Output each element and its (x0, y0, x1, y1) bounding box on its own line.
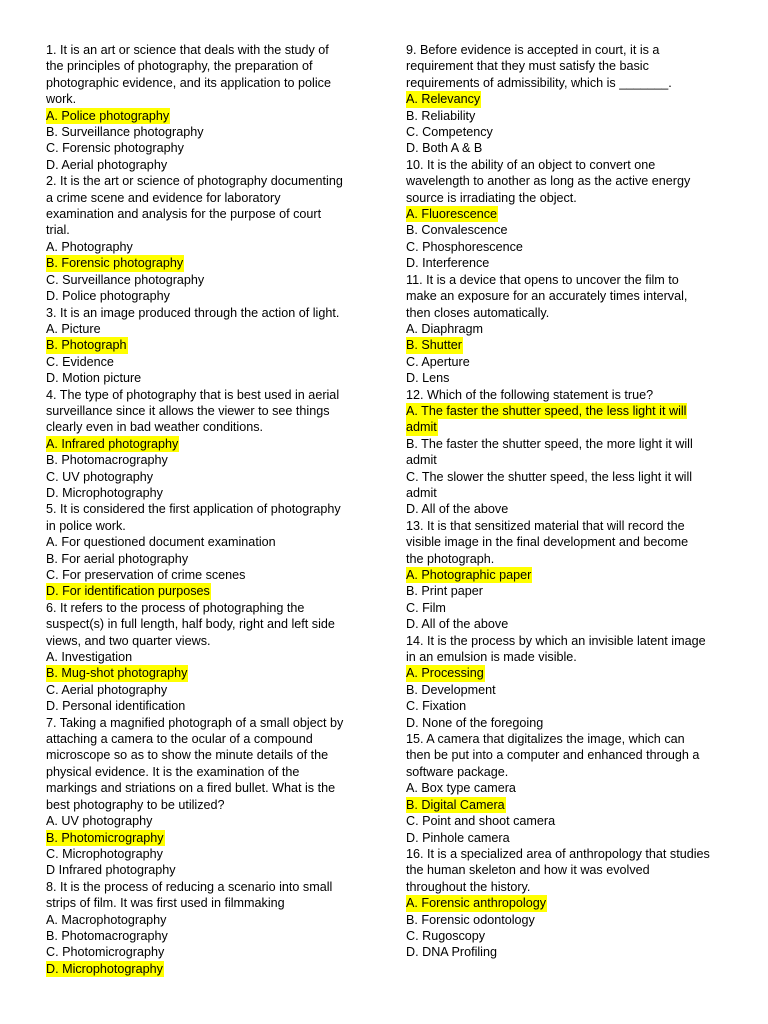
line-text: surveillance since it allows the viewer to see things (46, 403, 330, 418)
text-line (406, 75, 730, 91)
correct-answer-text: B. Mug-shot photography (46, 666, 188, 681)
text-line (46, 928, 362, 944)
correct-answer-text: B. Photograph (46, 338, 127, 353)
text-line (406, 469, 730, 485)
text-line (406, 830, 730, 846)
text-line (46, 222, 362, 238)
text-line (406, 305, 730, 321)
answer-line-highlighted (46, 665, 362, 681)
line-text: wavelength to another as long as the active energy (406, 174, 691, 189)
line-text: 1. It is an art or science that deals with the study of (46, 43, 329, 57)
text-line (46, 485, 362, 501)
correct-answer-text: admit (406, 420, 437, 435)
answer-line-highlighted (46, 436, 362, 452)
text-line (406, 157, 730, 173)
text-line (406, 272, 730, 288)
text-line (46, 715, 362, 731)
line-text: trial. (46, 223, 70, 238)
text-line (406, 124, 730, 140)
text-line (46, 862, 362, 878)
text-line (406, 354, 730, 370)
answer-line-highlighted (46, 961, 362, 977)
line-text: C. Aerial photography (46, 682, 168, 697)
text-line (406, 108, 730, 124)
text-line (406, 387, 730, 403)
answer-line-highlighted (46, 830, 362, 846)
text-line (46, 370, 362, 386)
line-text: A. Investigation (46, 650, 133, 665)
text-line (46, 600, 362, 616)
line-text: work. (46, 92, 77, 107)
line-text: requirement that they must satisfy the basic (406, 59, 649, 74)
answer-line-highlighted (406, 91, 730, 107)
line-text: C. Surveillance photography (46, 272, 205, 287)
text-line (46, 140, 362, 156)
line-text: D Infrared photography (46, 863, 176, 878)
text-line (406, 731, 730, 747)
correct-answer-text: B. Shutter (406, 338, 463, 353)
text-line (406, 813, 730, 829)
text-line (406, 715, 730, 731)
line-text: B. Development (406, 682, 496, 697)
text-line (46, 567, 362, 583)
right-column (406, 42, 730, 961)
text-line (406, 846, 730, 862)
text-line (46, 518, 362, 534)
text-line (46, 944, 362, 960)
text-line (406, 698, 730, 714)
line-text: software package. (406, 764, 509, 779)
answer-line-highlighted (46, 337, 362, 353)
line-text: C. Point and shoot camera (406, 814, 556, 829)
text-line (46, 616, 362, 632)
text-line (406, 747, 730, 763)
line-text: 6. It refers to the process of photographing the (46, 600, 305, 615)
text-line (406, 682, 730, 698)
line-text: A. Photography (46, 239, 133, 254)
text-line (406, 436, 730, 452)
text-line (406, 616, 730, 632)
line-text: 7. Taking a magnified photograph of a small object by (46, 715, 344, 730)
text-line (46, 731, 362, 747)
line-text: C. Phosphorescence (406, 239, 523, 254)
text-line (46, 157, 362, 173)
line-text: D. Aerial photography (46, 157, 168, 172)
line-text: C. Rugoscopy (406, 928, 486, 943)
line-text: C. For preservation of crime scenes (46, 568, 246, 582)
correct-answer-text: A. Photographic paper (406, 568, 532, 582)
line-text: the principles of photography, the preparation of (46, 59, 313, 74)
correct-answer-text: D. Microphotography (46, 961, 163, 976)
line-text: 11. It is a device that opens to uncover the film to (406, 272, 679, 287)
text-line (46, 469, 362, 485)
line-text: 3. It is an image produced through the action of light. (46, 305, 340, 320)
text-line (46, 764, 362, 780)
correct-answer-text: A. Relevancy (406, 92, 481, 107)
line-text: 10. It is the ability of an object to convert one (406, 157, 656, 172)
answer-line-highlighted (406, 337, 730, 353)
text-line (406, 862, 730, 878)
text-line (406, 222, 730, 238)
text-line (46, 895, 362, 911)
answer-line-highlighted (46, 255, 362, 271)
line-text: C. Forensic photography (46, 141, 184, 156)
line-text: attaching a camera to the ocular of a compound (46, 732, 313, 747)
line-text: examination and analysis for the purpose of court (46, 207, 322, 222)
line-text: D. All of the above (406, 502, 509, 517)
line-text: visible image in the final development and become (406, 535, 689, 550)
text-line (46, 633, 362, 649)
line-text: 16. It is a specialized area of anthropology that studies (406, 846, 710, 861)
line-text: in an emulsion is made visible. (406, 650, 577, 665)
text-line (406, 518, 730, 534)
text-line (46, 305, 362, 321)
line-text: C. The slower the shutter speed, the less light it will (406, 469, 693, 484)
text-line (46, 682, 362, 698)
line-text: a crime scene and evidence for laboratory (46, 190, 281, 205)
line-text: D. Lens (406, 371, 450, 386)
text-line (406, 551, 730, 567)
text-line (46, 912, 362, 928)
left-column (46, 42, 362, 977)
text-line (46, 698, 362, 714)
line-text: A. Diaphragm (406, 321, 483, 336)
line-text: C. Photomicrography (46, 945, 165, 960)
line-text: C. Fixation (406, 699, 467, 714)
line-text: D. DNA Profiling (406, 945, 497, 960)
correct-answer-text: A. Fluorescence (406, 207, 497, 222)
line-text: B. Surveillance photography (46, 125, 204, 140)
line-text: C. UV photography (46, 469, 154, 484)
line-text: D. Microphotography (46, 485, 163, 500)
text-line (46, 501, 362, 517)
text-line (46, 879, 362, 895)
text-line (46, 846, 362, 862)
text-line (46, 75, 362, 91)
line-text: B. Forensic odontology (406, 912, 535, 927)
text-line (46, 91, 362, 107)
line-text: C. Evidence (46, 354, 114, 369)
text-line (46, 206, 362, 222)
correct-answer-text: B. Photomicrography (46, 830, 164, 845)
line-text: A. UV photography (46, 814, 153, 829)
text-line (46, 403, 362, 419)
line-text: C. Microphotography (46, 846, 163, 861)
line-text: A. For questioned document examination (46, 535, 276, 550)
text-line (406, 190, 730, 206)
text-line (406, 534, 730, 550)
text-line (46, 239, 362, 255)
line-text: clearly even in bad weather conditions. (46, 420, 264, 435)
text-line (46, 649, 362, 665)
correct-answer-text: B. Digital Camera (406, 797, 505, 812)
line-text: 8. It is the process of reducing a scenario into small (46, 879, 333, 894)
line-text: D. Police photography (46, 289, 170, 304)
text-line (46, 354, 362, 370)
line-text: then closes automatically. (406, 305, 550, 320)
line-text: physical evidence. It is the examination of the (46, 764, 300, 779)
line-text: markings and striations on a fired bullet. What is the (46, 781, 336, 796)
text-line (46, 387, 362, 403)
text-line (46, 534, 362, 550)
text-line (406, 58, 730, 74)
line-text: A. Picture (46, 321, 101, 336)
text-line (406, 370, 730, 386)
line-text: best photography to be utilized? (46, 797, 225, 812)
text-line (46, 797, 362, 813)
line-text: C. Film (406, 600, 446, 615)
text-line (406, 764, 730, 780)
line-text: the photograph. (406, 551, 495, 566)
text-line (46, 173, 362, 189)
correct-answer-text: A. Forensic anthropology (406, 896, 547, 911)
text-line (46, 452, 362, 468)
text-line (46, 288, 362, 304)
text-line (406, 649, 730, 665)
text-line (406, 140, 730, 156)
line-text: B. Photomacrography (46, 453, 168, 468)
line-text: 12. Which of the following statement is true? (406, 387, 654, 402)
line-text: make an exposure for an accurately times interval, (406, 289, 688, 304)
line-text: photographic evidence, and its application to police (46, 75, 331, 90)
text-line (406, 288, 730, 304)
line-text: D. All of the above (406, 617, 509, 632)
line-text: D. Motion picture (46, 371, 142, 386)
line-text: D. Interference (406, 256, 490, 271)
line-text: microscope so as to show the minute details of the (46, 748, 329, 763)
line-text: C. Aperture (406, 354, 470, 369)
text-line (46, 190, 362, 206)
line-text: admit (406, 485, 437, 500)
line-text: A. Macrophotography (46, 912, 167, 927)
answer-line-highlighted (406, 567, 730, 583)
line-text: 14. It is the process by which an invisible latent image (406, 633, 706, 648)
line-text: D. None of the foregoing (406, 715, 544, 730)
line-text: views, and two quarter views. (46, 633, 211, 648)
correct-answer-text: A. Infrared photography (46, 436, 179, 451)
text-line (406, 173, 730, 189)
line-text: 15. A camera that digitalizes the image, which can (406, 732, 685, 747)
text-line (406, 879, 730, 895)
line-text: B. Print paper (406, 584, 484, 599)
answer-line-highlighted (406, 895, 730, 911)
line-text: suspect(s) in full length, half body, right and left side (46, 617, 335, 632)
text-line (406, 485, 730, 501)
line-text: A. Box type camera (406, 781, 516, 796)
text-line (406, 452, 730, 468)
text-line (46, 124, 362, 140)
text-line (406, 633, 730, 649)
text-line (46, 58, 362, 74)
line-text: requirements of admissibility, which is _______. (406, 75, 672, 90)
line-text: 5. It is considered the first application of photography (46, 502, 341, 517)
text-line (406, 239, 730, 255)
line-text: then be put into a computer and enhanced through a (406, 748, 700, 763)
line-text: admit (406, 453, 437, 468)
line-text: B. Convalescence (406, 223, 508, 238)
line-text: 2. It is the art or science of photography documenting (46, 174, 343, 189)
answer-line-highlighted (46, 583, 362, 599)
line-text: B. Reliability (406, 108, 476, 123)
line-text: B. Photomacrography (46, 928, 168, 943)
line-text: 9. Before evidence is accepted in court, it is a (406, 43, 660, 57)
line-text: B. The faster the shutter speed, the more light it will (406, 436, 693, 451)
text-line (406, 255, 730, 271)
text-line (46, 551, 362, 567)
line-text: C. Competency (406, 125, 493, 140)
line-text: strips of film. It was first used in filmmaking (46, 896, 285, 911)
correct-answer-text: A. Police photography (46, 108, 170, 123)
text-line (46, 780, 362, 796)
answer-line-highlighted (406, 419, 730, 435)
text-line (406, 780, 730, 796)
line-text: D. Pinhole camera (406, 830, 510, 845)
correct-answer-text: A. Processing (406, 666, 484, 681)
line-text: D. Both A & B (406, 141, 483, 156)
text-line (406, 501, 730, 517)
text-line (46, 42, 362, 58)
text-line (406, 600, 730, 616)
correct-answer-text: D. For identification purposes (46, 584, 210, 599)
text-line (406, 583, 730, 599)
text-line (406, 944, 730, 960)
line-text: B. For aerial photography (46, 551, 189, 566)
answer-line-highlighted (406, 665, 730, 681)
line-text: 13. It is that sensitized material that will record the (406, 518, 685, 533)
text-line (406, 321, 730, 337)
line-text: throughout the history. (406, 879, 531, 894)
line-text: source is irradiating the object. (406, 190, 577, 205)
text-line (46, 272, 362, 288)
line-text: D. Personal identification (46, 699, 186, 714)
text-line (46, 321, 362, 337)
text-line (46, 419, 362, 435)
line-text: in police work. (46, 518, 126, 533)
text-line (406, 42, 730, 58)
answer-line-highlighted (46, 108, 362, 124)
line-text: 4. The type of photography that is best used in aerial (46, 387, 340, 402)
text-line (46, 747, 362, 763)
text-line (406, 928, 730, 944)
text-line (46, 813, 362, 829)
correct-answer-text: A. The faster the shutter speed, the less light it will (406, 403, 687, 418)
correct-answer-text: B. Forensic photography (46, 256, 184, 271)
answer-line-highlighted (406, 403, 730, 419)
answer-line-highlighted (406, 797, 730, 813)
line-text: the human skeleton and how it was evolved (406, 863, 650, 878)
answer-line-highlighted (406, 206, 730, 222)
text-line (406, 912, 730, 928)
